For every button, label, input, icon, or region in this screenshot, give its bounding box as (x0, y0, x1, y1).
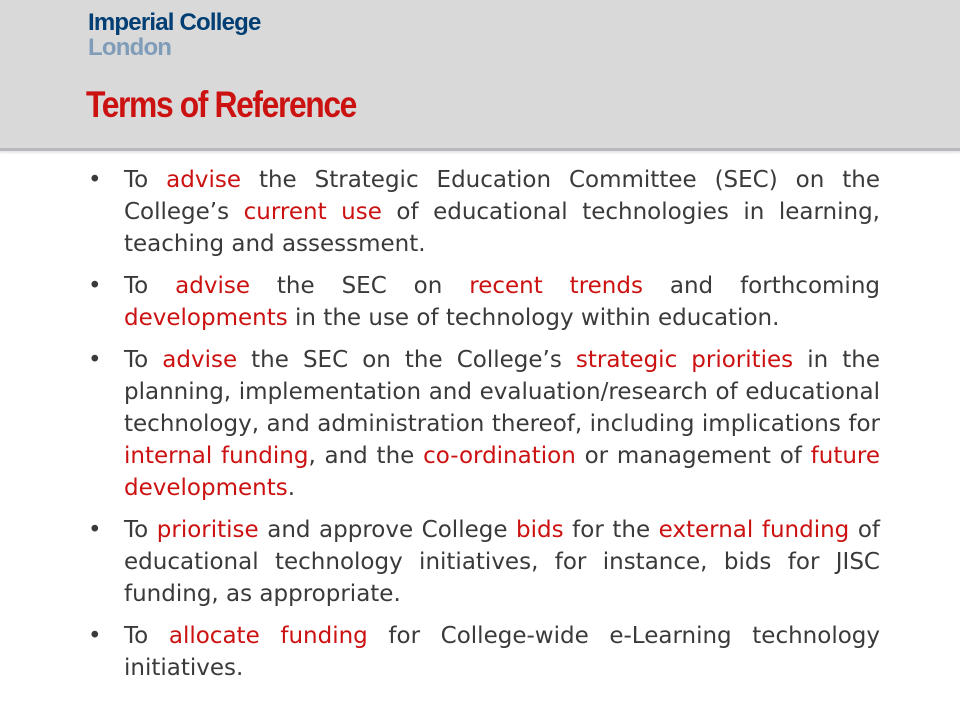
highlighted-phrase: current use (243, 199, 382, 225)
highlighted-phrase: advise (162, 347, 238, 373)
bullet-text: in the use of technology within education. (287, 305, 780, 331)
bullet-text: . (287, 475, 296, 501)
highlighted-phrase: internal funding (124, 443, 309, 469)
bullet-dot-icon: • (88, 623, 102, 649)
logo-line-2: London (88, 34, 172, 61)
imperial-college-logo (88, 10, 261, 60)
bullet-text: of educational technology initiatives, for instance, bids for JISC funding, as appropriate. (124, 517, 880, 607)
bullet-text: the Strategic Education Committee (SEC) on the College’s (124, 167, 880, 225)
highlighted-phrase: recent trends (469, 273, 643, 299)
bullet-dot-icon: • (88, 517, 102, 543)
bullet-text: , and the (308, 443, 424, 469)
slide-title: Terms of Reference (86, 84, 356, 125)
bullet-text: To (124, 167, 167, 193)
highlighted-phrase: external funding (658, 517, 850, 543)
highlighted-phrase: developments (124, 305, 288, 331)
bullet-text: and approve College (258, 517, 517, 543)
logo-line-1: Imperial College (88, 9, 261, 36)
bullet-item (88, 620, 880, 684)
bullet-text: and forthcoming (642, 273, 880, 299)
bullet-text: of educational technologies in learning, teaching and assessment. (124, 199, 880, 257)
bullet-text: the SEC on (249, 273, 470, 299)
bullet-item (88, 344, 881, 504)
bullet-dot-icon: • (88, 167, 102, 193)
bullet-list (88, 164, 881, 694)
highlighted-phrase: allocate funding (168, 623, 368, 649)
highlighted-phrase: advise (175, 273, 250, 299)
highlighted-phrase: future developments (124, 443, 881, 501)
bullet-dot-icon: • (88, 347, 102, 373)
bullet-text: or management of (575, 443, 811, 469)
bullet-item (88, 514, 880, 610)
highlighted-phrase: strategic priorities (575, 347, 794, 373)
bullet-text: To (124, 347, 163, 373)
bullet-text: for the (563, 517, 659, 543)
bullet-dot-icon: • (88, 273, 102, 299)
highlighted-phrase: advise (166, 167, 241, 193)
bullet-text: To (124, 273, 176, 299)
bullet-item (88, 270, 880, 334)
bullet-text: for College-wide e-Learning technology initiatives. (124, 623, 880, 681)
bullet-text: To (124, 623, 169, 649)
highlighted-phrase: prioritise (156, 517, 259, 543)
header-band (0, 0, 960, 151)
bullet-text: the SEC on the College’s (237, 347, 576, 373)
bullet-text: in the planning, implementation and evaluation/research of educational technology, and administration thereof, including implications for (124, 347, 880, 437)
bullet-text: To (124, 517, 157, 543)
highlighted-phrase: bids (516, 517, 564, 543)
highlighted-phrase: co-ordination (423, 443, 576, 469)
bullet-item (88, 164, 880, 260)
